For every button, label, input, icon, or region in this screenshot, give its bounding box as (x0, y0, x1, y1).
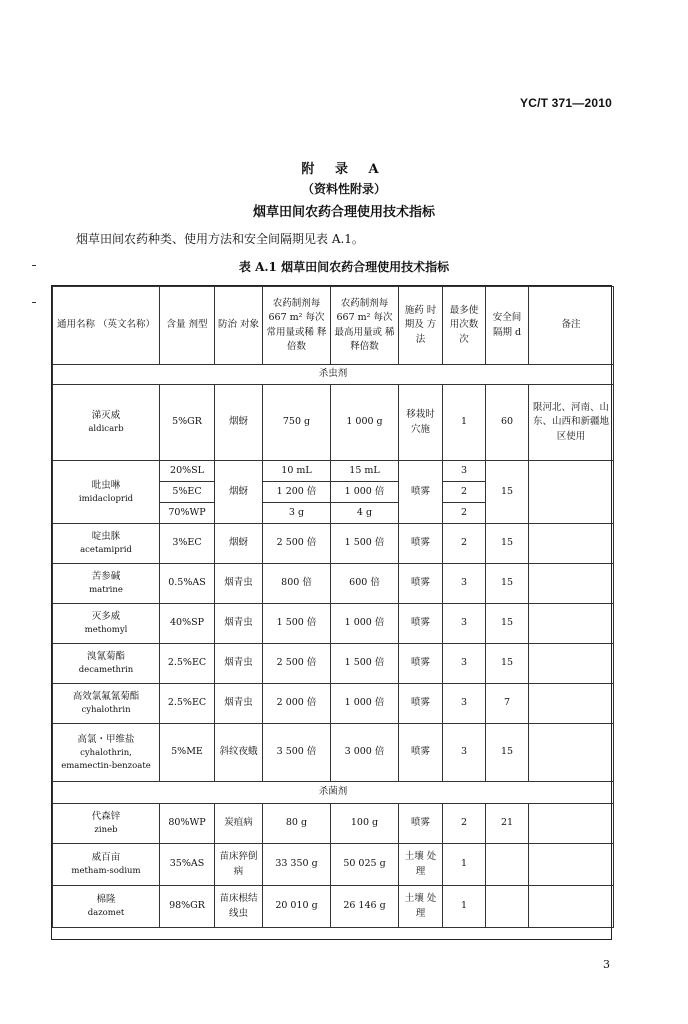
cell-target: 斜纹夜蛾 (215, 724, 263, 782)
cell-normal-dose: 2 000 倍 (263, 684, 331, 724)
cell-name: 苦参碱 matrine (53, 564, 160, 604)
table-row (53, 604, 614, 644)
cell-normal-dose: 2 500 倍 (263, 644, 331, 684)
cell-note (529, 461, 614, 524)
appendix-name: 烟草田间农药合理使用技术指标 (252, 205, 435, 220)
margin-mark (32, 302, 36, 303)
cell-interval: 15 (486, 564, 529, 604)
table-row (53, 385, 614, 461)
cell-target: 苗床猝倒病 (215, 844, 263, 886)
cell-max-dose: 50 025 g (331, 844, 399, 886)
table-row (53, 804, 614, 844)
cell-note (529, 564, 614, 604)
cell-target: 烟青虫 (215, 604, 263, 644)
cell-interval (486, 844, 529, 886)
table-row (53, 644, 614, 684)
cell-interval: 15 (486, 644, 529, 684)
col-header-interval: 安全间 隔期 d (486, 287, 529, 365)
cell-name: 灭多威 methomyl (53, 604, 160, 644)
cell-content: 3%EC (160, 524, 215, 564)
cell-content: 35%AS (160, 844, 215, 886)
cell-name: 溴氰菊酯 decamethrin (53, 644, 160, 684)
col-header-method: 施药 时期及 方法 (399, 287, 443, 365)
table-row (53, 461, 614, 482)
cell-max-times: 2 (443, 804, 486, 844)
cell-note: 限河北、河南、山东、山西和新疆地区使用 (529, 385, 614, 461)
cell-method: 喷雾 (399, 804, 443, 844)
cell-normal-dose: 1 200 倍 (263, 482, 331, 503)
cell-target: 苗床根结线虫 (215, 886, 263, 928)
cell-target: 炭疽病 (215, 804, 263, 844)
cell-method: 土壤 处理 (399, 844, 443, 886)
cell-content: 5%EC (160, 482, 215, 503)
section-insecticide: 杀虫剂 (53, 365, 614, 385)
cell-target: 烟蚜 (215, 461, 263, 524)
cell-note (529, 644, 614, 684)
cell-note (529, 524, 614, 564)
cell-content: 40%SP (160, 604, 215, 644)
cell-max-times: 2 (443, 503, 486, 524)
cell-method: 喷雾 (399, 604, 443, 644)
cell-name: 涕灭威 aldicarb (53, 385, 160, 461)
cell-max-dose: 3 000 倍 (331, 724, 399, 782)
section-row (53, 365, 614, 385)
cell-target: 烟蚜 (215, 524, 263, 564)
pesticide-table (51, 285, 612, 940)
cell-note (529, 886, 614, 928)
cell-normal-dose: 3 500 倍 (263, 724, 331, 782)
appendix-note: （资料性附录） (301, 182, 386, 196)
cell-max-times: 3 (443, 684, 486, 724)
intro-text: 烟草田间农药种类、使用方法和安全间隔期见表 A.1。 (76, 232, 364, 246)
cell-max-dose: 1 000 倍 (331, 482, 399, 503)
cell-interval: 15 (486, 524, 529, 564)
cell-content: 98%GR (160, 886, 215, 928)
table-row (53, 524, 614, 564)
cell-max-dose: 1 000 倍 (331, 684, 399, 724)
cell-name: 代森锌 zineb (53, 804, 160, 844)
cell-note (529, 604, 614, 644)
cell-content: 0.5%AS (160, 564, 215, 604)
cell-max-dose: 1 500 倍 (331, 644, 399, 684)
cell-max-dose: 1 000 倍 (331, 604, 399, 644)
cell-method: 土壤 处理 (399, 886, 443, 928)
cell-method: 喷雾 (399, 461, 443, 524)
table-header-row (53, 287, 614, 365)
cell-max-dose: 26 146 g (331, 886, 399, 928)
page-number: 3 (603, 958, 610, 971)
cell-target: 烟青虫 (215, 644, 263, 684)
cell-normal-dose: 750 g (263, 385, 331, 461)
cell-note (529, 684, 614, 724)
cell-max-times: 2 (443, 524, 486, 564)
cell-max-times: 3 (443, 644, 486, 684)
cell-max-dose: 15 mL (331, 461, 399, 482)
cell-name: 威百亩 metham-sodium (53, 844, 160, 886)
cell-method: 喷雾 (399, 644, 443, 684)
cell-note (529, 724, 614, 782)
cell-max-dose: 100 g (331, 804, 399, 844)
cell-name: 吡虫啉 imidacloprid (53, 461, 160, 524)
cell-max-times: 3 (443, 461, 486, 482)
cell-content: 20%SL (160, 461, 215, 482)
cell-name: 棉隆 dazomet (53, 886, 160, 928)
cell-normal-dose: 20 010 g (263, 886, 331, 928)
cell-normal-dose: 80 g (263, 804, 331, 844)
cell-max-times: 3 (443, 564, 486, 604)
cell-max-times: 1 (443, 385, 486, 461)
cell-note (529, 804, 614, 844)
cell-name: 高效氯氟氰菊酯 cyhalothrin (53, 684, 160, 724)
col-header-name: 通用名称 （英文名称） (53, 287, 160, 365)
cell-method: 喷雾 (399, 684, 443, 724)
cell-normal-dose: 2 500 倍 (263, 524, 331, 564)
cell-name: 啶虫脒 acetamiprid (53, 524, 160, 564)
cell-normal-dose: 800 倍 (263, 564, 331, 604)
cell-target: 烟青虫 (215, 684, 263, 724)
cell-method: 移栽时 穴施 (399, 385, 443, 461)
cell-normal-dose: 10 mL (263, 461, 331, 482)
cell-target: 烟青虫 (215, 564, 263, 604)
cell-max-dose: 4 g (331, 503, 399, 524)
cell-content: 2.5%EC (160, 684, 215, 724)
col-header-note: 备注 (529, 287, 614, 365)
cell-content: 2.5%EC (160, 644, 215, 684)
standard-code: YC/T 371—2010 (520, 96, 612, 110)
cell-max-dose: 1 500 倍 (331, 524, 399, 564)
cell-interval: 15 (486, 604, 529, 644)
cell-interval: 60 (486, 385, 529, 461)
cell-content: 80%WP (160, 804, 215, 844)
cell-target: 烟蚜 (215, 385, 263, 461)
cell-content: 5%GR (160, 385, 215, 461)
cell-content: 70%WP (160, 503, 215, 524)
cell-max-times: 3 (443, 604, 486, 644)
cell-interval: 15 (486, 724, 529, 782)
table-caption: 表 A.1 烟草田间农药合理使用技术指标 (238, 260, 450, 274)
section-fungicide: 杀菌剂 (53, 782, 614, 804)
table-row (53, 564, 614, 604)
cell-note (529, 844, 614, 886)
cell-max-dose: 1 000 g (331, 385, 399, 461)
col-header-target: 防治 对象 (215, 287, 263, 365)
cell-interval: 7 (486, 684, 529, 724)
cell-method: 喷雾 (399, 564, 443, 604)
cell-max-times: 2 (443, 482, 486, 503)
cell-normal-dose: 1 500 倍 (263, 604, 331, 644)
table-row (53, 724, 614, 782)
cell-interval (486, 886, 529, 928)
col-header-max-times: 最多使 用次数 次 (443, 287, 486, 365)
col-header-normal-dose: 农药制剂每 667 m² 每次 常用量或稀 释倍数 (263, 287, 331, 365)
cell-method: 喷雾 (399, 724, 443, 782)
cell-name: 高氯・甲维盐 cyhalothrin, emamectin-benzoate (53, 724, 160, 782)
cell-max-times: 1 (443, 886, 486, 928)
cell-method: 喷雾 (399, 524, 443, 564)
col-header-content: 含量 剂型 (160, 287, 215, 365)
cell-max-times: 3 (443, 724, 486, 782)
cell-content: 5%ME (160, 724, 215, 782)
cell-normal-dose: 33 350 g (263, 844, 331, 886)
appendix-title: 附 录 A (301, 162, 387, 177)
cell-interval: 21 (486, 804, 529, 844)
table-row (53, 886, 614, 928)
table-row (53, 844, 614, 886)
cell-interval: 15 (486, 461, 529, 524)
cell-normal-dose: 3 g (263, 503, 331, 524)
section-row (53, 782, 614, 804)
table-row (53, 684, 614, 724)
cell-max-dose: 600 倍 (331, 564, 399, 604)
cell-max-times: 1 (443, 844, 486, 886)
col-header-max-dose: 农药制剂每 667 m² 每次 最高用量或 稀释倍数 (331, 287, 399, 365)
